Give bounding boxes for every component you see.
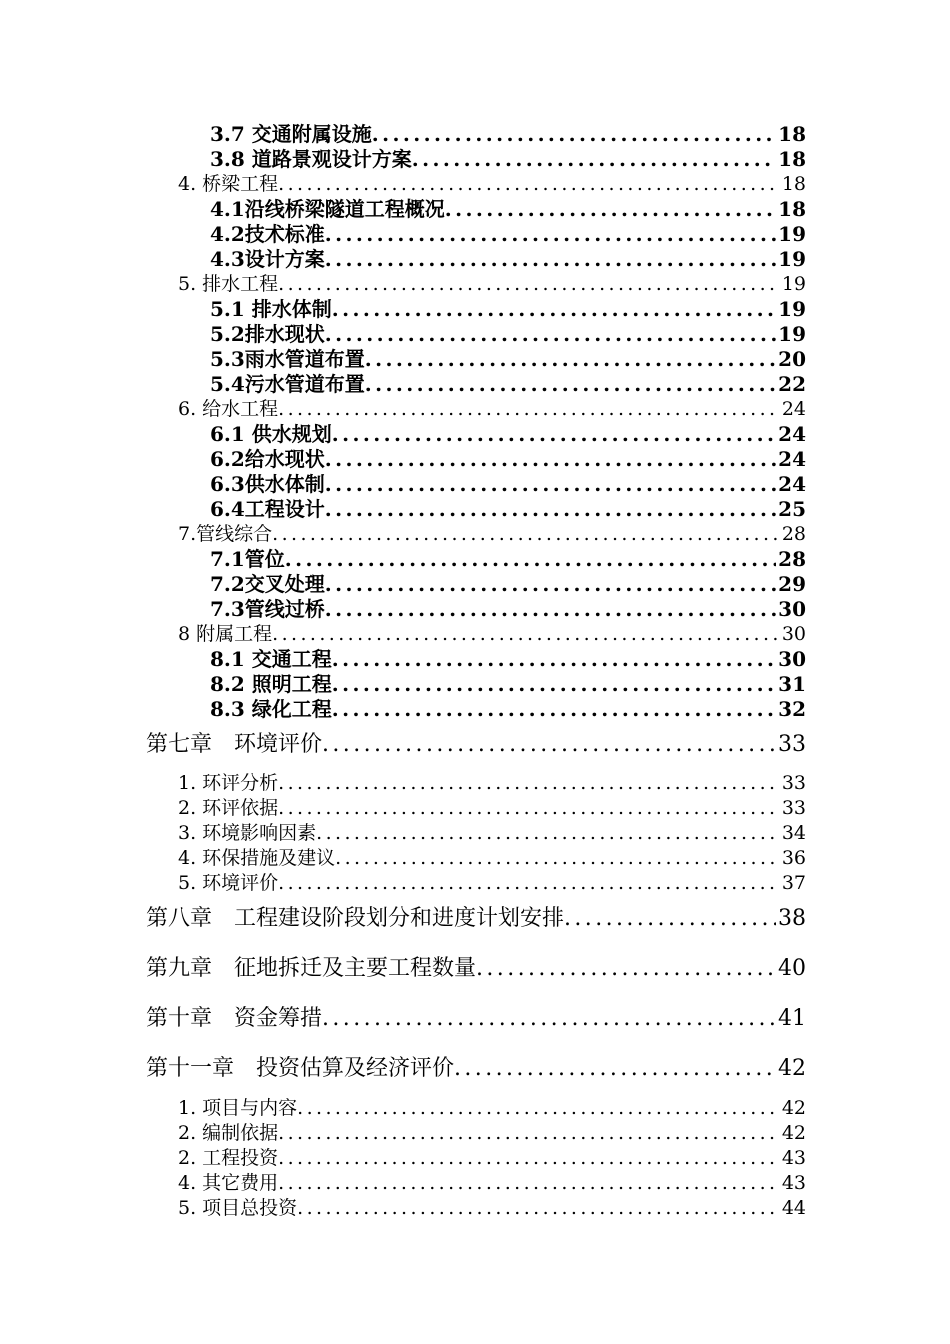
toc-entry-label: 5. 环境评价 bbox=[178, 872, 279, 894]
dot-leader bbox=[278, 275, 780, 294]
toc-entry-label: 7.1管位 bbox=[210, 547, 285, 571]
dot-leader bbox=[322, 734, 776, 756]
dot-leader bbox=[316, 824, 780, 843]
toc-entry bbox=[210, 699, 806, 719]
toc-page-number: 20 bbox=[778, 347, 806, 371]
dot-leader bbox=[332, 299, 776, 319]
toc-entry-label: 2. 编制依据 bbox=[178, 1122, 279, 1144]
toc-entry bbox=[178, 400, 806, 419]
toc-page-number: 19 bbox=[778, 322, 806, 346]
toc-entry-label: 7.管线综合 bbox=[178, 523, 273, 545]
toc-entry bbox=[210, 374, 806, 394]
dot-leader bbox=[272, 525, 780, 544]
toc-entry-label: 第八章 工程建设阶段划分和进度计划安排 bbox=[146, 906, 565, 931]
dot-leader bbox=[476, 958, 776, 980]
toc-page-number: 31 bbox=[778, 672, 806, 696]
toc-page-number: 28 bbox=[778, 547, 806, 571]
dot-leader bbox=[564, 908, 776, 930]
toc-entry bbox=[178, 774, 806, 793]
toc-entry bbox=[210, 574, 806, 594]
toc-entry-label: 6.1 供水规划 bbox=[210, 422, 332, 446]
toc-chapter-entry bbox=[146, 734, 806, 756]
dot-leader bbox=[278, 874, 780, 893]
dot-leader bbox=[297, 1099, 780, 1118]
toc-page-number: 28 bbox=[781, 523, 806, 545]
toc-entry bbox=[178, 525, 806, 544]
toc-page-number: 29 bbox=[778, 572, 806, 596]
toc-entry-label: 4.2技术标准 bbox=[210, 222, 325, 246]
toc-page-number: 24 bbox=[781, 398, 806, 420]
toc-entry bbox=[210, 349, 806, 369]
toc-entry-label: 4. 桥梁工程 bbox=[178, 173, 279, 195]
toc-entry-label: 3.8 道路景观设计方案 bbox=[210, 147, 412, 171]
dot-leader bbox=[278, 799, 780, 818]
toc-entry bbox=[178, 1174, 806, 1193]
dot-leader bbox=[278, 400, 780, 419]
toc-page-number: 18 bbox=[778, 122, 806, 146]
toc-entry bbox=[210, 324, 806, 344]
toc-page-number: 42 bbox=[778, 1056, 806, 1081]
toc-entry-label: 5. 项目总投资 bbox=[178, 1197, 298, 1219]
dot-leader bbox=[325, 499, 776, 519]
toc-page-number: 43 bbox=[781, 1147, 806, 1169]
toc-entry-label: 5. 排水工程 bbox=[178, 273, 279, 295]
toc-entry bbox=[178, 275, 806, 294]
toc-entry-label: 6. 给水工程 bbox=[178, 398, 279, 420]
toc-page-number: 30 bbox=[778, 597, 806, 621]
dot-leader bbox=[325, 449, 776, 469]
toc-entry bbox=[210, 599, 806, 619]
dot-leader bbox=[325, 574, 776, 594]
toc-entry bbox=[178, 1199, 806, 1218]
dot-leader bbox=[325, 249, 776, 269]
toc-page-number: 33 bbox=[781, 797, 806, 819]
toc-entry bbox=[178, 625, 806, 644]
toc-page-number: 33 bbox=[781, 772, 806, 794]
toc-entry-label: 3. 环境影响因素 bbox=[178, 822, 317, 844]
dot-leader bbox=[322, 1008, 776, 1030]
toc-page-number: 32 bbox=[778, 697, 806, 721]
toc-entry bbox=[210, 424, 806, 444]
toc-page-number: 41 bbox=[778, 1006, 806, 1031]
toc-entry-label: 8.2 照明工程 bbox=[210, 672, 332, 696]
toc-entry bbox=[210, 474, 806, 494]
toc-page-number: 42 bbox=[781, 1097, 806, 1119]
toc-entry-label: 第十章 资金筹措 bbox=[146, 1006, 323, 1031]
toc-entry-label: 3.7 交通附属设施 bbox=[210, 122, 372, 146]
toc-page-number: 18 bbox=[781, 173, 806, 195]
toc-page-number: 24 bbox=[778, 422, 806, 446]
dot-leader bbox=[325, 324, 776, 344]
toc-entry bbox=[210, 299, 806, 319]
toc-entry bbox=[210, 674, 806, 694]
toc-entry bbox=[178, 824, 806, 843]
toc-page-number: 30 bbox=[778, 647, 806, 671]
toc-entry-label: 4. 其它费用 bbox=[178, 1172, 279, 1194]
toc-page-number: 22 bbox=[778, 372, 806, 396]
toc-entry bbox=[210, 199, 806, 219]
dot-leader bbox=[325, 474, 776, 494]
dot-leader bbox=[325, 599, 776, 619]
dot-leader bbox=[365, 374, 776, 394]
dot-leader bbox=[278, 1174, 780, 1193]
dot-leader bbox=[285, 549, 776, 569]
toc-entry bbox=[210, 449, 806, 469]
toc-entry bbox=[178, 1099, 806, 1118]
toc-entry-label: 7.2交叉处理 bbox=[210, 572, 325, 596]
toc-page-number: 38 bbox=[778, 906, 806, 931]
toc-entry bbox=[210, 249, 806, 269]
toc-page-number: 18 bbox=[778, 147, 806, 171]
toc-entry bbox=[178, 849, 806, 868]
toc-page-number: 19 bbox=[778, 247, 806, 271]
toc-page-number: 19 bbox=[778, 222, 806, 246]
toc-entry-label: 第九章 征地拆迁及主要工程数量 bbox=[146, 956, 477, 981]
toc-chapter-entry bbox=[146, 1008, 806, 1030]
toc-page-number: 34 bbox=[781, 822, 806, 844]
toc-entry-label: 2. 工程投资 bbox=[178, 1147, 279, 1169]
toc-chapter-entry bbox=[146, 958, 806, 980]
toc-entry-label: 5.3雨水管道布置 bbox=[210, 347, 365, 371]
dot-leader bbox=[412, 149, 776, 169]
toc-entry-label: 6.2给水现状 bbox=[210, 447, 325, 471]
dot-leader bbox=[278, 774, 780, 793]
toc-entry-label: 5.2排水现状 bbox=[210, 322, 325, 346]
toc-page-number: 19 bbox=[781, 273, 806, 295]
toc-entry bbox=[210, 224, 806, 244]
toc-page-number: 44 bbox=[781, 1197, 806, 1219]
dot-leader bbox=[278, 175, 780, 194]
dot-leader bbox=[278, 1124, 780, 1143]
toc-entry bbox=[178, 1149, 806, 1168]
toc-page-number: 25 bbox=[778, 497, 806, 521]
toc-entry-label: 第十一章 投资估算及经济评价 bbox=[146, 1056, 455, 1081]
toc-chapter-entry bbox=[146, 908, 806, 930]
dot-leader bbox=[372, 124, 776, 144]
toc-page-number: 30 bbox=[781, 623, 806, 645]
toc-entry-label: 8 附属工程 bbox=[178, 623, 273, 645]
toc-entry-label: 4.3设计方案 bbox=[210, 247, 325, 271]
toc-entry-label: 6.3供水体制 bbox=[210, 472, 325, 496]
toc-entry bbox=[210, 149, 806, 169]
dot-leader bbox=[272, 625, 780, 644]
toc-page-number: 40 bbox=[778, 956, 806, 981]
toc-page-number: 43 bbox=[781, 1172, 806, 1194]
dot-leader bbox=[332, 674, 776, 694]
toc-entry-label: 5.4污水管道布置 bbox=[210, 372, 365, 396]
toc-page-number: 36 bbox=[781, 847, 806, 869]
toc-page-number: 37 bbox=[781, 872, 806, 894]
toc-entry-label: 7.3管线过桥 bbox=[210, 597, 325, 621]
toc-entry bbox=[178, 874, 806, 893]
toc-entry bbox=[178, 799, 806, 818]
toc-entry-label: 1. 环评分析 bbox=[178, 772, 279, 794]
toc-entry bbox=[178, 1124, 806, 1143]
toc-page-number: 24 bbox=[778, 472, 806, 496]
dot-leader bbox=[332, 424, 776, 444]
dot-leader bbox=[445, 199, 776, 219]
toc-entry bbox=[210, 124, 806, 144]
toc-page-number: 33 bbox=[778, 732, 806, 757]
dot-leader bbox=[454, 1058, 776, 1080]
toc-entry-label: 8.3 绿化工程 bbox=[210, 697, 332, 721]
toc-entry-label: 1. 项目与内容 bbox=[178, 1097, 298, 1119]
toc-entry-label: 4.1沿线桥梁隧道工程概况 bbox=[210, 197, 445, 221]
dot-leader bbox=[335, 849, 780, 868]
toc-entry-label: 4. 环保措施及建议 bbox=[178, 847, 336, 869]
dot-leader bbox=[365, 349, 776, 369]
toc-entry bbox=[210, 549, 806, 569]
toc-entry-label: 第七章 环境评价 bbox=[146, 732, 323, 757]
dot-leader bbox=[278, 1149, 780, 1168]
toc-entry-label: 5.1 排水体制 bbox=[210, 297, 332, 321]
toc-entry bbox=[178, 175, 806, 194]
toc-page-number: 19 bbox=[778, 297, 806, 321]
dot-leader bbox=[297, 1199, 780, 1218]
toc-entry-label: 8.1 交通工程 bbox=[210, 647, 332, 671]
dot-leader bbox=[332, 699, 776, 719]
toc-page-number: 42 bbox=[781, 1122, 806, 1144]
toc-chapter-entry bbox=[146, 1058, 806, 1080]
toc-page-number: 18 bbox=[778, 197, 806, 221]
toc-entry bbox=[210, 649, 806, 669]
toc-entry bbox=[210, 499, 806, 519]
dot-leader bbox=[325, 224, 776, 244]
toc-entry-label: 2. 环评依据 bbox=[178, 797, 279, 819]
toc-entry-label: 6.4工程设计 bbox=[210, 497, 325, 521]
dot-leader bbox=[332, 649, 776, 669]
toc-page-number: 24 bbox=[778, 447, 806, 471]
